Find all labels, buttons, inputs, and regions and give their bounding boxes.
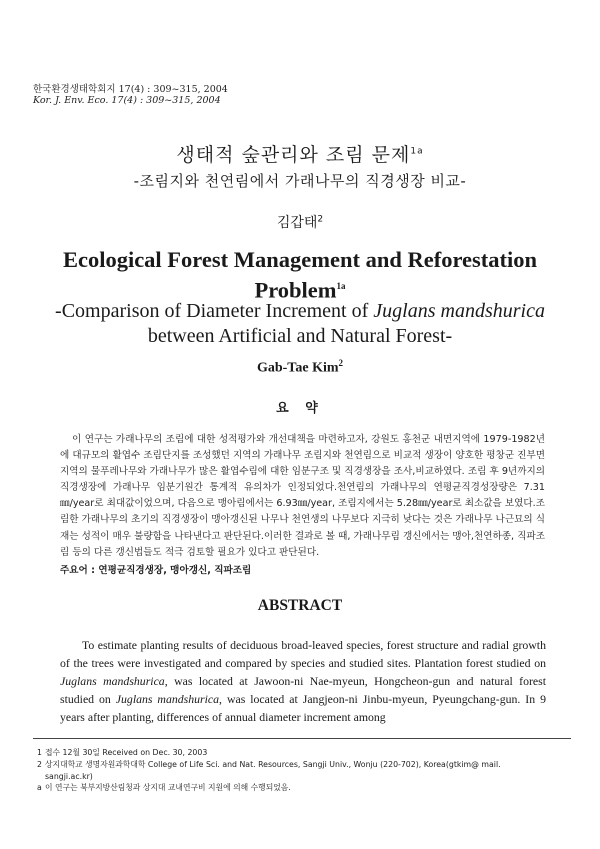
subtitle-korean: -조림지와 천연림에서 가래나무의 직경생장 비교- (133, 172, 467, 190)
english-abstract-part1: To estimate planting results of deciduous broad-leaved species, forest structure and radial growth of the trees were investigated and compared by species and studied sites. Plantation forest studied on (60, 638, 546, 671)
author-english-footnote-mark: 2 (338, 358, 344, 368)
author-korean-name: 김갑태 (276, 215, 318, 231)
author-korean-footnote-mark: 2 (317, 214, 324, 225)
keywords-label: 주요어 : (60, 565, 95, 576)
korean-abstract-body (60, 432, 545, 561)
footnotes (37, 747, 557, 794)
author-korean (0, 212, 600, 232)
english-abstract-part2: , was located at Jawoon-ni Nae-myeun, Hongcheon-gun and natural forest studied on (60, 674, 546, 707)
footnote-divider (33, 738, 571, 739)
title-korean-text: 생태적 숲관리와 조림 문제 (176, 144, 411, 166)
english-abstract-species1: Juglans mandshurica (60, 674, 165, 689)
footnote-a (37, 782, 557, 794)
footnote-1 (37, 747, 557, 759)
title-korean-footnote-mark: 1a (410, 146, 424, 157)
footnote-a-text: 이 연구는 북부지방산림청과 상지대 교내연구비 지원에 의해 수행되었음. (45, 783, 291, 793)
keywords-values: 연평균직경생장, 맹아갱신, 직파조림 (98, 565, 252, 576)
footnote-1-mark: 1 (37, 748, 42, 757)
footnote-2-continuation: sangji.ac.kr) (45, 771, 93, 781)
author-english-name: Gab-Tae Kim (256, 360, 339, 376)
subtitle-english-line2: between Artificial and Natural Forest- (147, 325, 453, 347)
journal-citation-korean: 한국환경생태학회지 17(4) : 309~315, 2004 (33, 84, 228, 95)
title-english-line2-text: Problem (254, 277, 337, 303)
footnote-a-mark: a (37, 783, 42, 793)
subtitle-english (0, 299, 600, 349)
english-abstract-heading: ABSTRACT (257, 597, 343, 614)
title-english-footnote-mark: 1a (336, 281, 346, 291)
footnote-2-text: 상지대학교 생명자원과학대학 College of Life Sci. and Nat. Resources, Sangji Univ., Wonju (220-702), Korea(gtkim@ mail. (45, 759, 501, 769)
title-english-line1: Ecological Forest Management and Reforestation (62, 247, 538, 272)
journal-citation-english: Kor. J. Env. Eco. 17(4) : 309~315, 2004 (33, 95, 221, 106)
footnote-2-mark: 2 (37, 759, 42, 769)
keywords (60, 562, 251, 576)
korean-abstract-heading: 요 약 (276, 401, 324, 416)
subtitle-english-species: Juglans mandshurica (373, 300, 545, 322)
title-english (0, 246, 600, 304)
english-abstract-part3: , was located at Jangjeon-ni Jinbu-myeun, Pyeungchang-gun. In 9 years after planting, differences of annual diameter increment among (60, 692, 546, 725)
footnote-1-text: 접수 12월 30일 Received on Dec. 30, 2003 (45, 748, 208, 757)
title-korean (0, 140, 600, 167)
subtitle-english-line1 (0, 299, 600, 324)
english-abstract-body (60, 636, 546, 726)
subtitle-english-prefix: -Comparison of Diameter Increment of (55, 300, 374, 322)
footnote-2 (37, 759, 557, 783)
english-abstract-species2: Juglans mandshurica (115, 692, 220, 707)
korean-abstract-text: 이 연구는 가래나무의 조림에 대한 성적평가와 개선대책을 마련하고자, 강원도 홍천군 내면지역에 1979-1982년에 대규모의 활엽수 조림단지를 조성했던 지역의 가래나무 조림지와 천연림으로 비교적 생장이 양호한 평창군 진부면 지역의 물푸레나무와 가래나무가 많은 활엽수림에 대한 임분구조 및 직경생장을 조사,비교하였다. 조림 후 9년까지의 직경생장에 가래나무 임분기원간 통계적 유의차가 인정되었다.천연림의 가래나무의 연평균직경성장량은 7.31㎜/year로 최대값이었으며, 다음으로 맹아림에서는 6.93㎜/year, 조림지에서는 5.28㎜/year로 최소값을 보였다.조림한 가래나무의 초기의 직경생장이 맹아갱신된 나무나 천연생의 나무보다 지극히 낮다는 것은 가래나무 나근묘의 식재는 성적이 매우 불량함을 나타낸다고 판단된다.이러한 결과로 볼 때, 가래나무림 갱신에서는 맹아,천연하종, 직파조림 등의 다른 갱신법들도 적극 검토할 필요가 있다고 판단된다. (60, 434, 545, 558)
author-english (0, 358, 600, 377)
